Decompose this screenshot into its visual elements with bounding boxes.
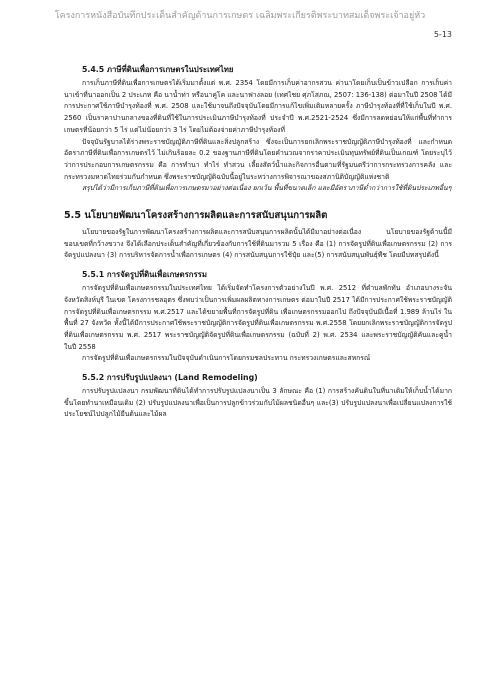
section-5-5-heading: 5.5 นโยบายพัฒนาโครงสร้างการผลิตและการสนับสนุนการผลิต [64,210,328,222]
section-5-4-5-heading: 5.4.5 ภาษีที่ดินเพื่อการเกษตรในประเทศไทย [82,65,234,74]
section-5-4-5-summary: สรุปได้ว่ามีการเก็บภาษีที่ดินเพื่อการเกษตรมาอย่างต่อเนื่อง ยกเว้น พื้นที่ขนาดเล็ก และมีอัตราภาษีต่ำกว่าการใช้ที่ดินประเภทอื่นๆ [82,184,452,193]
section-5-5-2-heading: 5.5.2 การปรับรูปแปลงนา (Land Remodeling) [82,373,258,383]
section-5-5-1-heading: 5.5.1 การจัดรูปที่ดินเพื่อเกษตรกรรม [82,270,208,280]
page-number: 5-13 [433,30,452,39]
page-body [64,64,452,421]
section-5-4-5-paragraph-2: ปัจจุบันรัฐบาลได้ร่างพระราชบัญญัติภาษีที่ดินและสิ่งปลูกสร้าง ซึ่งจะเป็นการยกเลิกพระราชบัญญัติภาษีบำรุงท้องที่ และกำหนดอัตราภาษีที่ดินเพื่อการเกษตรไว้ ไม่เกินร้อยละ 0.2 ของฐานภาษีที่ดินโดยคำนวณจากราคาประเมินทุนทรัพย์ที่ดินเป็นเกณฑ์ โดยระบุไว้ว่าการประกอบการเกษตรกรรม คือ การทำนา ทำไร่ ทำสวน เลี้ยงสัตว์น้ำและกิจการอื่นตามที่รัฐมนตรีว่าการกระทรวงการคลัง และกระทรวงมหาดไทยร่วมกันกำหนด ซึ่งพระราชบัญญัติฉบับนี้อยู่ในระหว่างการพิจารณาของสภานิติบัญญัติแห่งชาติ [64,137,452,181]
section-5-5-paragraph-1: นโยบายของรัฐในการพัฒนาโครงสร้างการผลิตและการสนับสนุนการผลิตนั้นได้มีมาอย่างต่อเนื่อง นโยบายของรัฐด้านนี้มีขอบเขตที่กว้างขวาง จึงได้เลือกประเด็นสำคัญที่เกี่ยวข้องกับการใช้ที่ดินมารวม 5 เรื่อง คือ (1) การจัดรูปที่ดินเพื่อเกษตรกรรม (2) การจัดรูปแปลงนา (3) การบริหารจัดการน้ำเพื่อการเกษตร (4) การสนับสนุนการใช้ปุ๋ย และ(5) การสนับสนุนพันธุ์พืช โดยมีบทสรุปดังนี้ [64,228,452,260]
running-header: โครงการหนังสือบันทึกประเด็นสำคัญด้านการเกษตร เฉลิมพระเกียรติพระบาทสมเด็จพระเจ้าอยู่หัว [54,11,426,21]
section-5-5-1-paragraph-1: การจัดรูปที่ดินเพื่อเกษตรกรรมในประเทศไทย ได้เริ่มจัดทำโครงการตัวอย่างในปี พ.ศ. 2512 ที่ตำบลพักทัน อำเภอบางระจัน จังหวัดสิงห์บุรี ในเขต โครงการชลอุตร ซึ่งพบว่าเป็นการเพิ่มผลผลิตทางการเกษตร ต่อมาในปี 2517 ได้มีการประกาศใช้พระราชบัญญัติการจัดรูปที่ดินเพื่อเกษตรกรรม พ.ศ.2517 และได้ขยายพื้นที่การจัดรูปที่ดิน เพื่อเกษตรกรรมออกไป ถึงปัจจุบันมีเนื้อที่ 1.989 ล้านไร่ ในพื้นที่ 27 จังหวัด ทั้งนี้ได้มีการประกาศใช้พระราชบัญญัติการจัดรูปที่ดินเพื่อเกษตรกรรม พ.ศ.2558 โดยยกเลิกพระราชบัญญัติการจัดรูปที่ดินเพื่อเกษตรกรรม พ.ศ. 2517 พระราชบัญญัติจัดรูปที่ดินเพื่อเกษตรกรรม (ฉบับที่ 2) พ.ศ. 2534 และพระราชบัญญัติคันและคูน้ำ ในปี 2558 [64,284,452,351]
section-5-4-5-paragraph-1: การเก็บภาษีที่ดินเพื่อการเกษตรได้เริ่มมาตั้งแต่ พ.ศ. 2354 โดยมีการเก็บค่าอากรสวน ค่านาโดยเก็บเป็นข้าวเปลือก การเก็บค่านาเข้าที่นาออกเป็น 2 ประเภท คือ นาน้ำท่า หรือนาคู่โค และนาฟางลอย (เทศไชย ศุภโสภณ, 2507: 136-138) ต่อมาในปี 2508 ได้มีการประกาศใช้ภาษีบำรุงท้องที่ พ.ศ. 2508 และใช้มาจนถึงปัจจุบันโดยมีการแก้ไขเพิ่มเติมหลายครั้ง ภาษีบำรุงท้องที่ที่ใช้เก็บในปี พ.ศ. 2560 เป็นราคาปานกลางของที่ดินที่ใช้ในการประเมินภาษีบำรุงท้องที่ ประจำปี พ.ศ.2521-2524 ซึ่งมีการลดหย่อนให้แก่พื้นที่ทำการเกษตรที่น้อยกว่า 5 ไร่ แต่ไม่น้อยกว่า 3 ไร่ โดยไม่ต้องจ่ายค่าภาษีบำรุงท้องที่ [64,79,452,134]
section-5-5-1-paragraph-2: การจัดรูปที่ดินเพื่อเกษตรกรรมในปัจจุบันดำเนินการโดยกรมชลประทาน กระทรวงเกษตรและสหกรณ์ [82,354,371,363]
section-5-5-2-paragraph-1: การปรับรูปแปลงนา กรมพัฒนาที่ดินได้ทำการปรับรูปแปลงนาเป็น 3 ลักษณะ คือ (1) การสร้างคันดินในที่นาเดิมให้เก็บน้ำได้มากขึ้นโดยทำนาเหมือนเดิม (2) ปรับรูปแปลงนาเพื่อเป็นการปลูกข้าวร่วมกับไม้ผลชนิดอื่นๆ และ(3) ปรับรูปแปลงนาเพื่อเปลี่ยนแปลงการใช้ประโยชน์ไปปลูกไม้ยืนต้นและไม้ผล [64,387,452,419]
